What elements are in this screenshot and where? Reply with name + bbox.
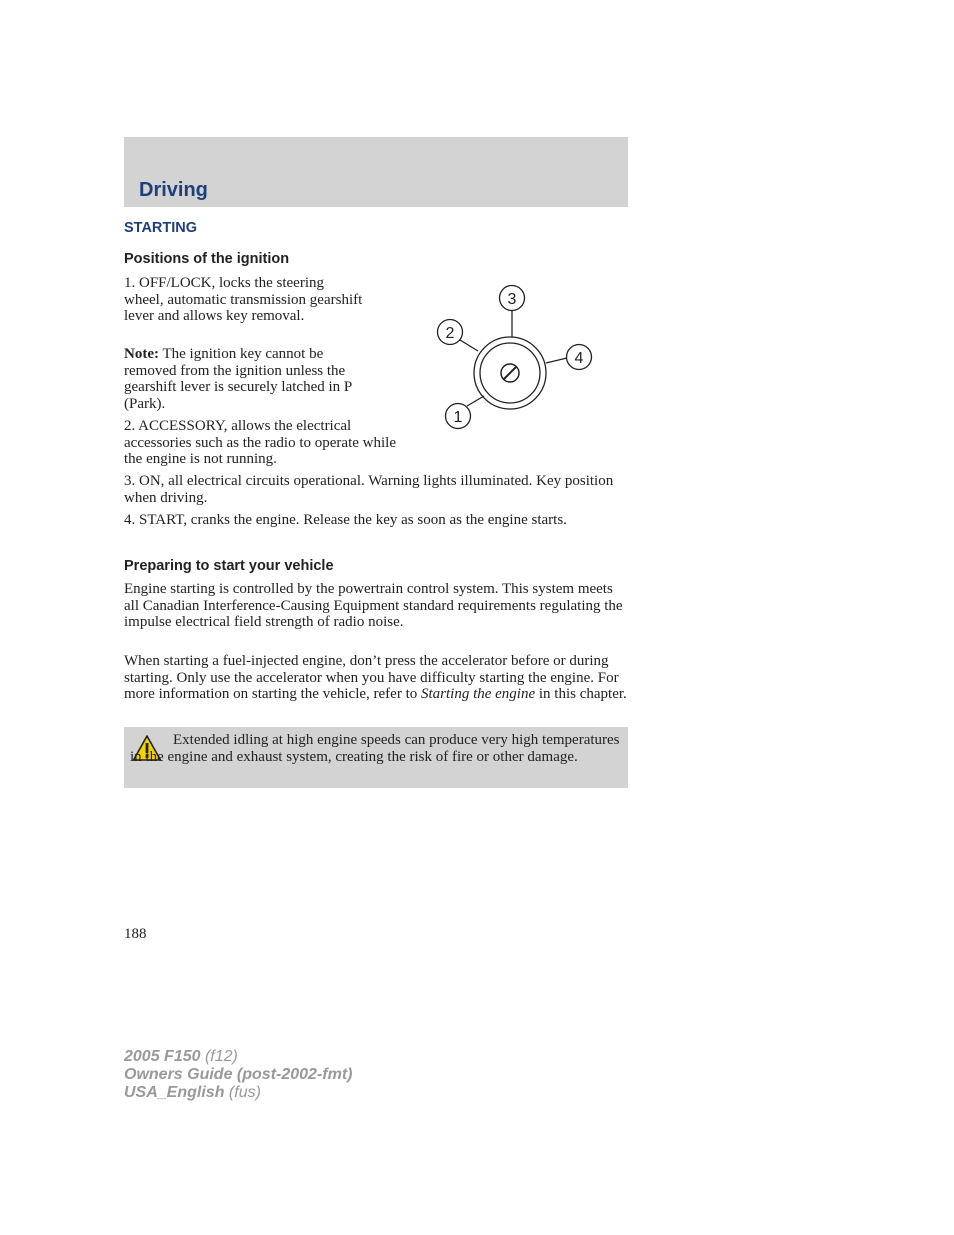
footer-line-3: USA_English (fus)	[124, 1084, 261, 1101]
section-header-band	[124, 137, 628, 207]
preparing-paragraph-2	[124, 653, 629, 703]
footer-line-1: 2005 F150 (f12)	[124, 1048, 238, 1065]
ignition-positions-diagram	[430, 280, 610, 430]
leader-line-4	[546, 358, 567, 363]
preparing-heading: Preparing to start your vehicle	[124, 558, 334, 574]
warning-box	[124, 727, 628, 788]
position-2-text: 2. ACCESSORY, allows the electrical accessories such as the radio to operate while the engine is not running.	[124, 418, 396, 467]
footer-line-2: Owners Guide (post-2002-fmt)	[124, 1066, 353, 1083]
position-4-text: 4. START, cranks the engine. Release the key as soon as the engine starts.	[124, 512, 567, 528]
page-number: 188	[124, 926, 147, 942]
preparing-paragraph-1: Engine starting is controlled by the powertrain control system. This system meets all Canadian Interference-Causing Equipment standard requirements regulating the impulse electrical field strength of radio noise.	[124, 581, 623, 630]
note-label: Note:	[124, 346, 159, 362]
position-marker-2	[438, 320, 463, 345]
leader-line-2	[460, 340, 478, 351]
positions-heading: Positions of the ignition	[124, 251, 290, 267]
starting-the-engine-reference: Starting the engine	[420, 686, 536, 702]
paragraph-2-ending: in this chapter.	[535, 686, 627, 702]
paragraph-2-text: When starting a fuel-injected engine, don’t press the accelerator before or during starting. Only use the accelerator when you have difficulty starting the engine. For more information on starting the vehicle, refer to	[124, 653, 619, 702]
position-marker-4	[567, 345, 592, 370]
leader-line-1	[467, 396, 484, 406]
position-marker-1	[446, 404, 471, 429]
position-label-1: 1	[453, 409, 463, 426]
note-text: The ignition key cannot be removed from the ignition unless the gearshift lever is securely latched in P (Park).	[124, 346, 352, 412]
ignition-note	[124, 346, 364, 412]
position-label-2: 2	[445, 325, 455, 342]
section-title: Driving	[139, 179, 208, 201]
position-marker-3	[500, 286, 525, 311]
starting-heading: STARTING	[124, 220, 198, 236]
position-label-3: 3	[507, 291, 517, 308]
position-1-text: 1. OFF/LOCK, locks the steering wheel, automatic transmission gearshift lever and allows key removal.	[124, 275, 363, 324]
document-footer	[124, 1048, 352, 1102]
warning-text: Extended idling at high engine speeds can produce very high temperatures in the engine and exhaust system, creating the risk of fire or other damage.	[130, 732, 620, 765]
position-label-4: 4	[574, 350, 584, 367]
position-3-text: 3. ON, all electrical circuits operational. Warning lights illuminated. Key position when driving.	[124, 473, 614, 506]
